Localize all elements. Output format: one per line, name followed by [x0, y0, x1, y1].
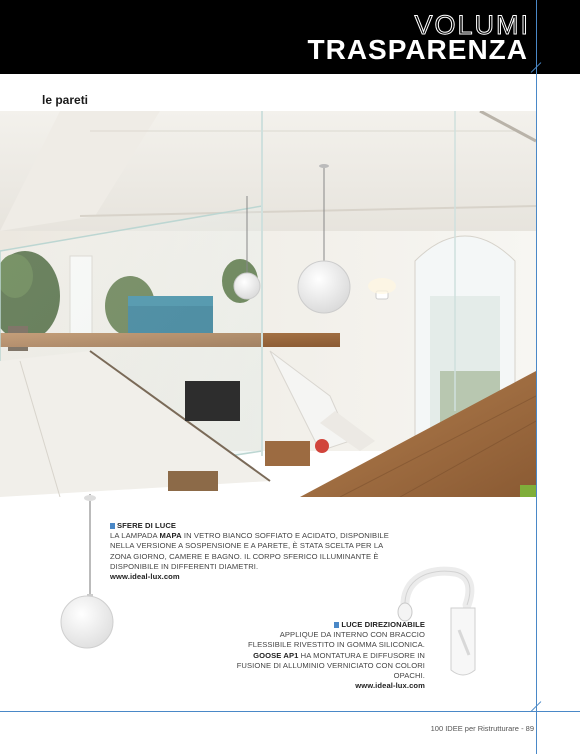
caption-title: SFERE DI LUCE [117, 521, 177, 530]
caption-body-text: HA MONTATURA E DIFFUSORE IN FUSIONE DI ALLUMINIO VERNICIATO CON COLORI OPACHI. [236, 650, 425, 681]
caption-luce-direzionabile [236, 620, 425, 691]
caption-body-prefix: APPLIQUE DA INTERNO CON BRACCIO FLESSIBILE RIVESTITO IN GOMMA SILICONICA. [248, 630, 425, 650]
caption-marker-icon [110, 523, 115, 529]
caption-marker-icon [334, 622, 339, 628]
caption-product-name: MAPA [159, 531, 182, 541]
section-label: le pareti [42, 93, 89, 107]
caption-sfere-di-luce [110, 521, 390, 582]
caption-url-link[interactable]: www.ideal-lux.com [355, 681, 425, 691]
header-band [0, 0, 580, 74]
right-rule [536, 0, 537, 754]
caption-product-name: GOOSE AP1 [253, 650, 299, 660]
caption-title: LUCE DIREZIONABILE [341, 620, 425, 629]
header-title-outline: VOLUMI [414, 10, 530, 40]
caption-url-link[interactable]: www.ideal-lux.com [110, 572, 180, 582]
caption-body [110, 531, 390, 572]
caption-body [236, 630, 425, 681]
bottom-rule [0, 711, 580, 712]
caption-body-text: IN VETRO BIANCO SOFFIATO E ACIDATO, DISPONIBILE NELLA VERSIONE A SOSPENSIONE E A PARETE, È STATA SCELTA PER LA ZONA GIORNO, CAMERE E BAGNO. IL CORPO SFERICO ILLUMINANTE È DISPONIBILE IN DIFFERENTI DIAMETRI. [110, 531, 389, 571]
interior-photo [0, 111, 536, 497]
caption-body-prefix: LA LAMPADA [110, 531, 160, 541]
page-footer: 100 IDEE per Ristrutturare - 89 [430, 724, 534, 733]
header-title-main: TRASPARENZA [307, 34, 528, 65]
